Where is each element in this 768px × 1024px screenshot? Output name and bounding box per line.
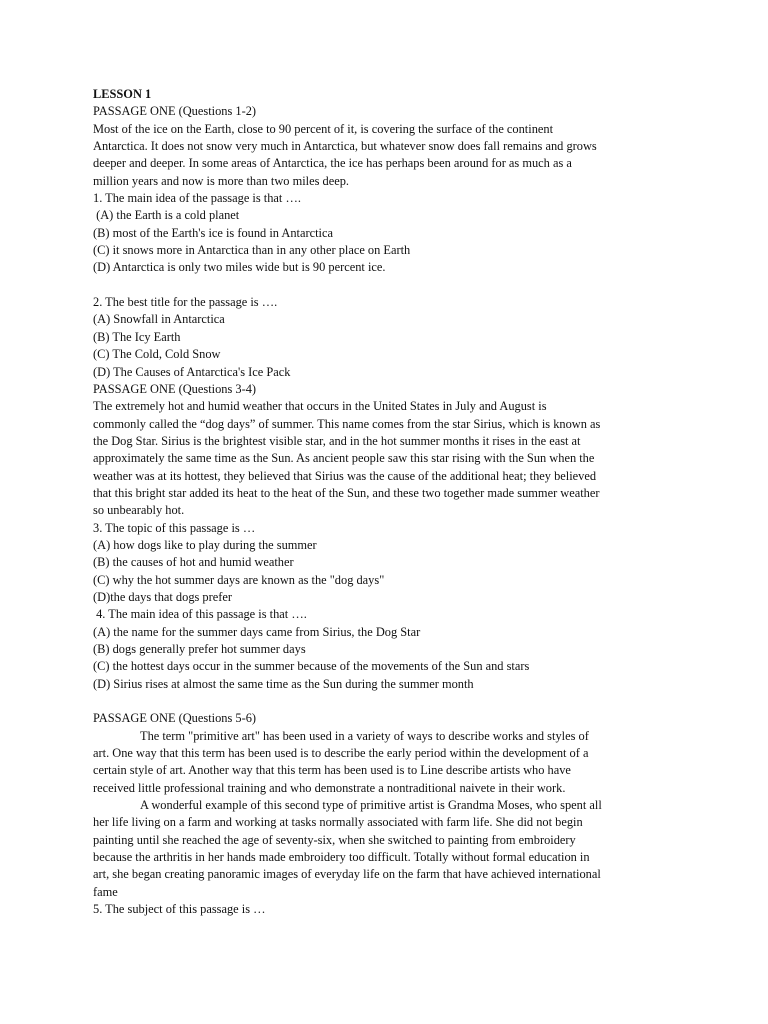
question-2: 2. The best title for the passage is …. [93, 295, 278, 310]
passage-3-paragraph-2-line: fame [93, 884, 118, 899]
passage-3-paragraph-1-line: art. One way that this term has been used is to describe the early period within the development of a [93, 746, 589, 761]
question-5: 5. The subject of this passage is … [93, 902, 266, 917]
passage-1-line: Antarctica. It does not snow very much in Antarctica, but whatever snow does fall remains and grows [93, 139, 597, 154]
question-4-option-a: (A) the name for the summer days came from Sirius, the Dog Star [93, 624, 421, 639]
question-2-option-c: (C) The Cold, Cold Snow [93, 347, 221, 362]
spacer [93, 277, 679, 294]
question-4: 4. The main idea of this passage is that …. [93, 607, 307, 622]
question-1-option-c: (C) it snows more in Antarctica than in any other place on Earth [93, 243, 411, 258]
passage-3-paragraph-1-line: certain style of art. Another way that this term has been used is to Line describe artists who have [93, 763, 571, 778]
passage-2-line: The extremely hot and humid weather that occurs in the United States in July and August is [93, 399, 547, 414]
question-2-option-d: (D) The Causes of Antarctica's Ice Pack [93, 364, 291, 379]
question-1-option-a: (A) the Earth is a cold planet [93, 208, 240, 223]
question-3: 3. The topic of this passage is … [93, 520, 256, 535]
passage-2-line: that this bright star added its heat to the heat of the Sun, and these two together made summer weather [93, 485, 600, 500]
passage-2-line: so unbearably hot. [93, 503, 185, 518]
passage-3-paragraph-1-line: received little professional training and who demonstrate a nontraditional naivete in their work. [93, 780, 566, 795]
question-4-option-c: (C) the hottest days occur in the summer because of the movements of the Sun and stars [93, 659, 530, 674]
passage-3-paragraph-2-line: art, she began creating panoramic images of everyday life on the farm that have achieved international [93, 867, 601, 882]
passage-2-heading: PASSAGE ONE (Questions 3-4) [93, 381, 257, 396]
question-2-option-b: (B) The Icy Earth [93, 329, 181, 344]
lesson-title: LESSON 1 [93, 87, 152, 101]
passage-2-line: weather was at its hottest, they believed that Sirius was the cause of the additional heat; they believed [93, 468, 597, 483]
passage-1-line: Most of the ice on the Earth, close to 90 percent of it, is covering the surface of the continent [93, 121, 554, 136]
passage-3-heading: PASSAGE ONE (Questions 5-6) [93, 711, 257, 726]
passage-2-line: the Dog Star. Sirius is the brightest visible star, and in the hot summer months it rises in the east at [93, 433, 581, 448]
passage-1-line: deeper and deeper. In some areas of Antarctica, the ice has perhaps been around for as much as a [93, 156, 572, 171]
question-3-option-c: (C) why the hot summer days are known as the "dog days" [93, 572, 385, 587]
passage-1-heading: PASSAGE ONE (Questions 1-2) [93, 104, 257, 119]
question-4-option-b: (B) dogs generally prefer hot summer days [93, 642, 306, 656]
question-3-option-a: (A) how dogs like to play during the summer [93, 537, 317, 552]
passage-3-paragraph-2-line: because the arthritis in her hands made embroidery too difficult. Totally without formal education in [93, 850, 590, 865]
question-2-option-a: (A) Snowfall in Antarctica [93, 312, 225, 327]
question-1-option-d: (D) Antarctica is only two miles wide but is 90 percent ice. [93, 260, 386, 275]
passage-3-paragraph-1-line: The term "primitive art" has been used in a variety of ways to describe works and styles of [140, 728, 589, 743]
question-3-option-b: (B) the causes of hot and humid weather [93, 555, 294, 570]
question-3-option-d: (D)the days that dogs prefer [93, 589, 233, 604]
passage-2-line: approximately the same time as the Sun. As ancient people saw this star rising with the Sun when the [93, 451, 595, 466]
passage-3-paragraph-2-line: A wonderful example of this second type of primitive artist is Grandma Moses, who spent all [140, 798, 602, 813]
document-page [93, 86, 679, 919]
passage-1-line: million years and now is more than two miles deep. [93, 173, 350, 188]
passage-2-line: commonly called the “dog days” of summer. This name comes from the star Sirius, which is known as [93, 416, 601, 431]
question-4-option-d: (D) Sirius rises at almost the same time as the Sun during the summer month [93, 676, 474, 691]
passage-3-paragraph-2-line: painting until she reached the age of seventy-six, when she switched to painting from embroidery [93, 832, 576, 847]
question-1-option-b: (B) most of the Earth's ice is found in Antarctica [93, 225, 334, 240]
question-1: 1. The main idea of the passage is that …. [93, 191, 301, 206]
spacer [93, 693, 679, 710]
passage-3-paragraph-2-line: her life living on a farm and working at tasks normally associated with farm life. She did not begin [93, 815, 583, 830]
